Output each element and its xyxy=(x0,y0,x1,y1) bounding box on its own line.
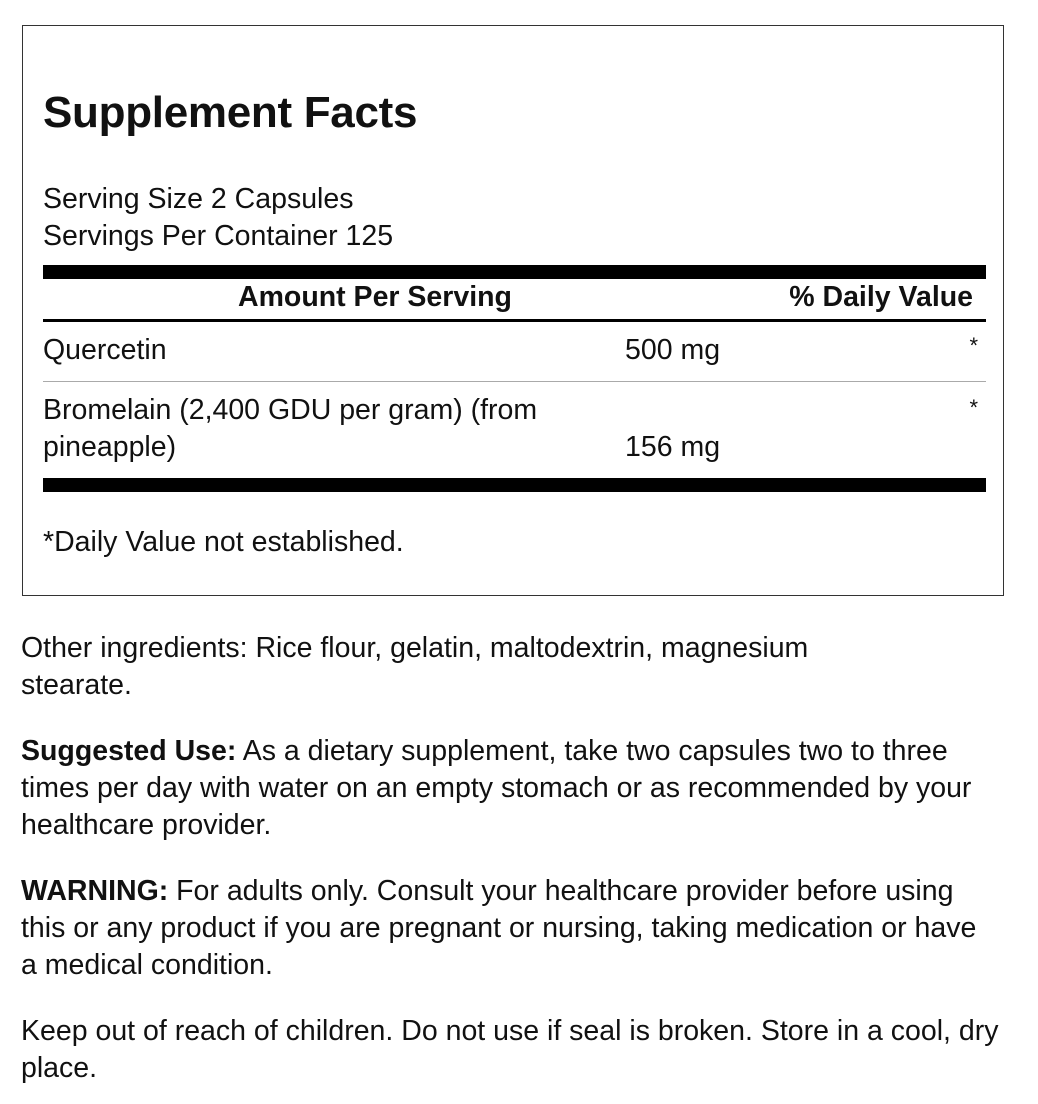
storage-instructions: Keep out of reach of children. Do not use if seal is broken. Store in a cool, dry place. xyxy=(21,1015,999,1084)
suggested-use xyxy=(21,733,996,844)
warning xyxy=(21,873,996,984)
ingredient-name: Bromelain (2,400 GDU per gram) (from xyxy=(43,394,538,426)
thick-divider xyxy=(43,478,986,492)
row-divider xyxy=(43,381,986,382)
warning-label: WARNING: xyxy=(21,875,169,907)
ingredient-amount: 500 mg xyxy=(625,334,721,366)
other-ingredients: Other ingredients: Rice flour, gelatin, maltodextrin, magnesium stearate. xyxy=(21,632,809,701)
ingredient-name: Quercetin xyxy=(43,334,167,366)
ingredient-amount: 156 mg xyxy=(625,431,721,463)
header-amount: Amount Per Serving xyxy=(238,281,512,313)
suggested-use-label: Suggested Use: xyxy=(21,735,237,767)
header-daily-value: % Daily Value xyxy=(789,281,973,313)
serving-size: Serving Size 2 Capsules xyxy=(43,183,354,215)
warning-text: For adults only. Consult your healthcare provider before using this or any product if you are pregnant or nursing, taking medication or have a medical condition. xyxy=(21,875,977,981)
thick-divider xyxy=(43,265,986,279)
servings-per-container: Servings Per Container 125 xyxy=(43,220,394,252)
panel-title: Supplement Facts xyxy=(43,88,418,137)
supplement-facts-panel xyxy=(22,25,1004,596)
ingredient-dv: * xyxy=(969,395,978,420)
header-divider xyxy=(43,319,986,322)
footnote: *Daily Value not established. xyxy=(43,526,404,558)
suggested-use-text: As a dietary supplement, take two capsules two to three times per day with water on an empty stomach or as recommended by your healthcare provider. xyxy=(21,735,972,841)
ingredient-name-cont: pineapple) xyxy=(43,431,177,463)
ingredient-dv: * xyxy=(969,333,978,358)
